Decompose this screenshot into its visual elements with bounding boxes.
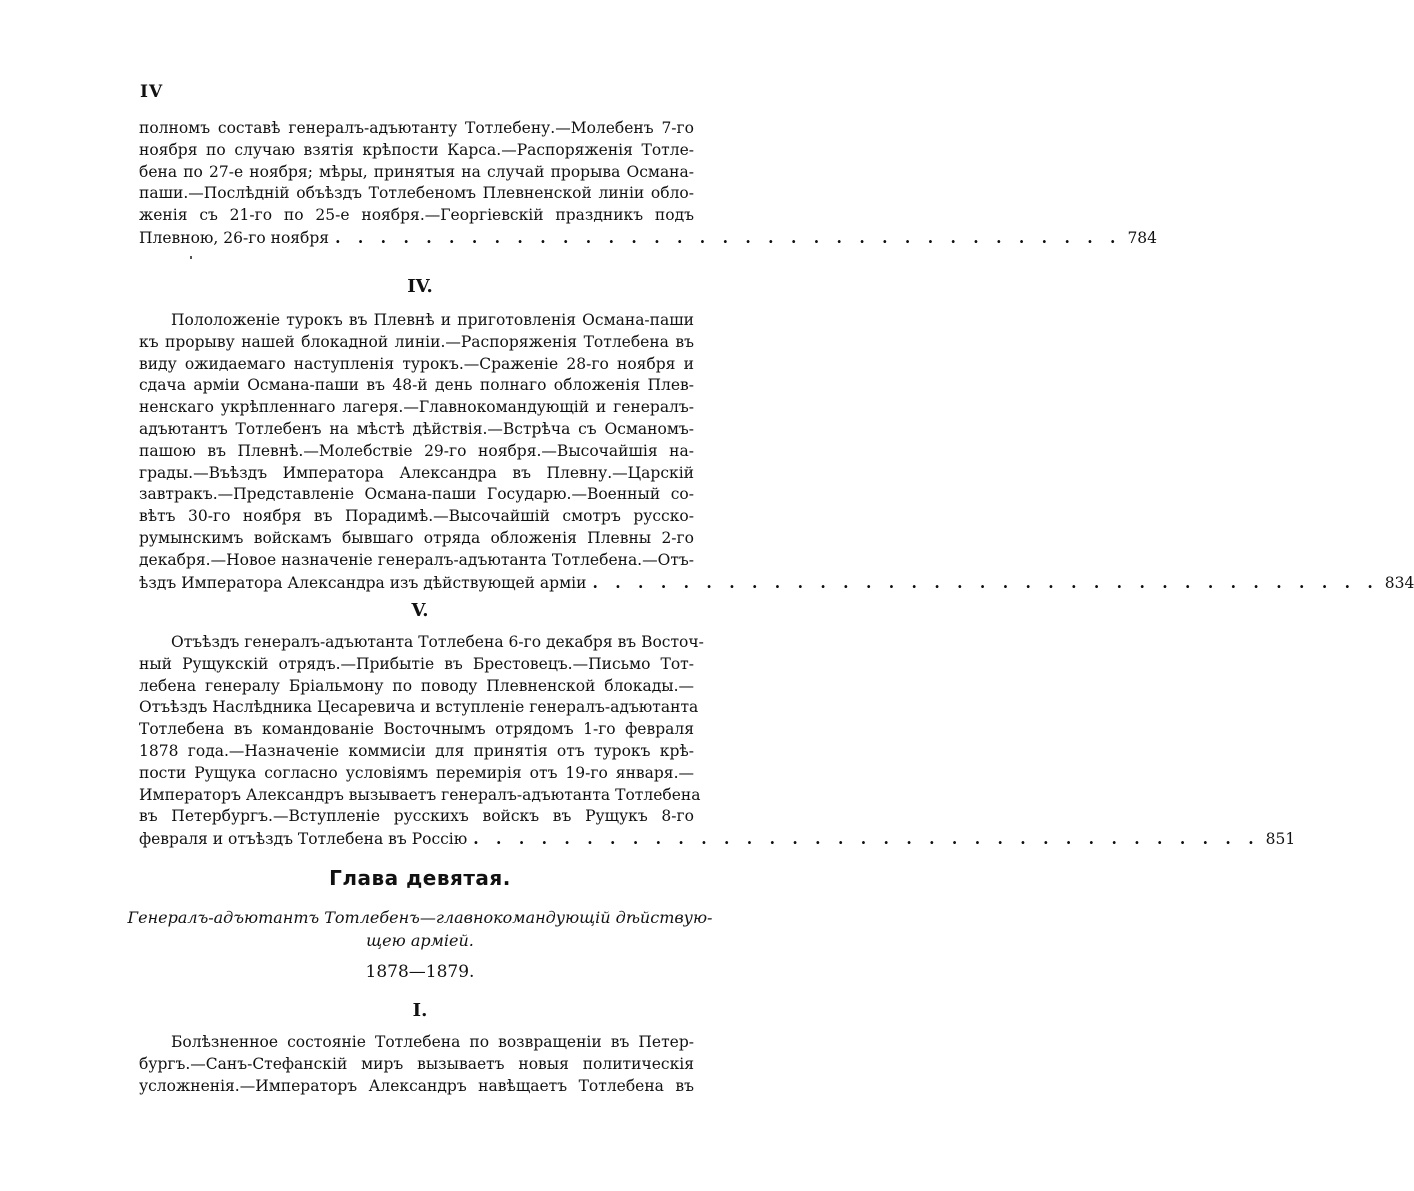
toc-entry-continuation: [139, 118, 1158, 250]
text-line: полномъ составѣ генералъ-адъютанту Тотлебену.—Молебенъ 7-го: [139, 119, 694, 137]
toc-last-line: [139, 572, 1414, 595]
text-line: Императоръ Александръ вызываетъ генералъ-адъютанта Тотлебена: [139, 785, 701, 804]
text-line: бена по 27-е ноября; мѣры, принятыя на случай прорыва Османа-: [139, 162, 694, 181]
subtitle-line: Генералъ-адъютантъ Тотлебенъ—главнокомандующій дѣйствую-: [127, 908, 713, 927]
text-line: усложненія.—Императоръ Александръ навѣщаетъ Тотлебена въ: [139, 1076, 694, 1095]
ink-speck: [190, 256, 192, 259]
page-reference: 834: [1384, 573, 1414, 592]
text-line: къ прорыву нашей блокадной линіи.—Распоряженія Тотлебена въ: [139, 332, 694, 351]
text-line: февраля и отъѣздъ Тотлебена въ Россію: [139, 830, 468, 849]
text-line: 1878 года.—Назначеніе коммисіи для принятія отъ турокъ крѣ-: [139, 741, 694, 760]
page-reference: 851: [1265, 830, 1296, 849]
text-line: пашою въ Плевнѣ.—Молебствіе 29-го ноября.—Высочайшія на-: [139, 441, 694, 460]
text-line: женія съ 21-го по 25-е ноября.—Георгіевскій праздникъ подъ: [139, 206, 694, 225]
leader-dots: . . . . . . . . . . . . . . . . . . . . . . . . . . . . . . . . . . .: [592, 572, 1379, 592]
text-line: Пололоженіе турокъ въ Плевнѣ и приготовленія Османа-паши: [171, 311, 694, 329]
text-line: ненскаго укрѣпленнаго лагеря.—Главнокомандующій и генералъ-: [139, 398, 694, 417]
text-line: лебена генералу Бріальмону по поводу Плевненской блокады.—: [139, 676, 694, 695]
section-heading-iv: IV.: [407, 276, 433, 297]
text-line: вѣтъ 30-го ноября въ Порадимѣ.—Высочайшій смотръ русско-: [139, 507, 694, 526]
toc-last-line: [139, 828, 1296, 851]
subtitle-line: щею арміей.: [366, 931, 474, 950]
text-line: Болѣзненное состояніе Тотлебена по возвращеніи въ Петер-: [171, 1033, 694, 1051]
section-heading-v: V.: [411, 600, 429, 621]
toc-entry-section-v: [139, 632, 1296, 851]
text-line: сдача арміи Османа-паши въ 48-й день полнаго обложенія Плев-: [139, 376, 694, 395]
text-line: грады.—Въѣздъ Императора Александра въ Плевну.—Царскій: [139, 463, 694, 482]
text-line: въ Петербургъ.—Вступленіе русскихъ войскъ въ Рущукъ 8-го: [139, 807, 694, 826]
toc-entry-section-iv: [139, 310, 1414, 594]
text-line: Плевною, 26-го ноября: [139, 228, 330, 247]
text-line: Отъѣздъ генералъ-адъютанта Тотлебена 6-го декабря въ Восточ-: [171, 633, 704, 651]
text-line: ный Рущукскій отрядъ.—Прибытіе въ Брестовецъ.—Письмо Тот-: [139, 654, 694, 673]
leader-dots: . . . . . . . . . . . . . . . . . . . . . . . . . . . . . . . . . . .: [473, 829, 1260, 849]
text-line: виду ожидаемаго наступленія турокъ.—Сраженіе 28-го ноября и: [139, 354, 694, 373]
text-line: Отъѣздъ Наслѣдника Цесаревича и вступленіе генералъ-адъютанта: [139, 698, 699, 717]
chapter-subtitle: [120, 906, 720, 952]
text-line: ѣздъ Императора Александра изъ дѣйствующей арміи: [139, 573, 587, 592]
section-heading-i: I.: [412, 1000, 428, 1021]
text-line: декабря.—Новое назначеніе генералъ-адъютанта Тотлебена.—Отъ-: [139, 550, 694, 569]
page-reference: 784: [1127, 228, 1158, 247]
text-line: ноября по случаю взятія крѣпости Карса.—Распоряженія Тотле-: [139, 140, 694, 159]
chapter-years: 1878—1879.: [365, 962, 475, 982]
toc-last-line: [139, 227, 1158, 250]
text-line: завтракъ.—Представленіе Османа-паши Государю.—Военный со-: [139, 485, 694, 504]
text-line: пости Рущука согласно условіямъ перемирія отъ 19-го января.—: [139, 763, 694, 782]
text-line: румынскимъ войскамъ бывшаго отряда обложенія Плевны 2-го: [139, 528, 694, 547]
page-number: IV: [140, 82, 164, 102]
text-line: бургъ.—Санъ-Стефанскій миръ вызываетъ новыя политическія: [139, 1054, 694, 1073]
text-line: паши.—Послѣдній объѣздъ Тотлебеномъ Плевненской линіи обло-: [139, 184, 694, 203]
chapter-title: Глава девятая.: [329, 866, 511, 890]
text-line: адъютантъ Тотлебенъ на мѣстѣ дѣйствія.—Встрѣча съ Османомъ-: [139, 419, 694, 438]
toc-entry-section-i: [139, 1032, 694, 1097]
text-line: Тотлебена въ командованіе Восточнымъ отрядомъ 1-го февраля: [139, 720, 694, 739]
leader-dots: . . . . . . . . . . . . . . . . . . . . . . . . . . . . . . . . . . .: [335, 227, 1122, 247]
